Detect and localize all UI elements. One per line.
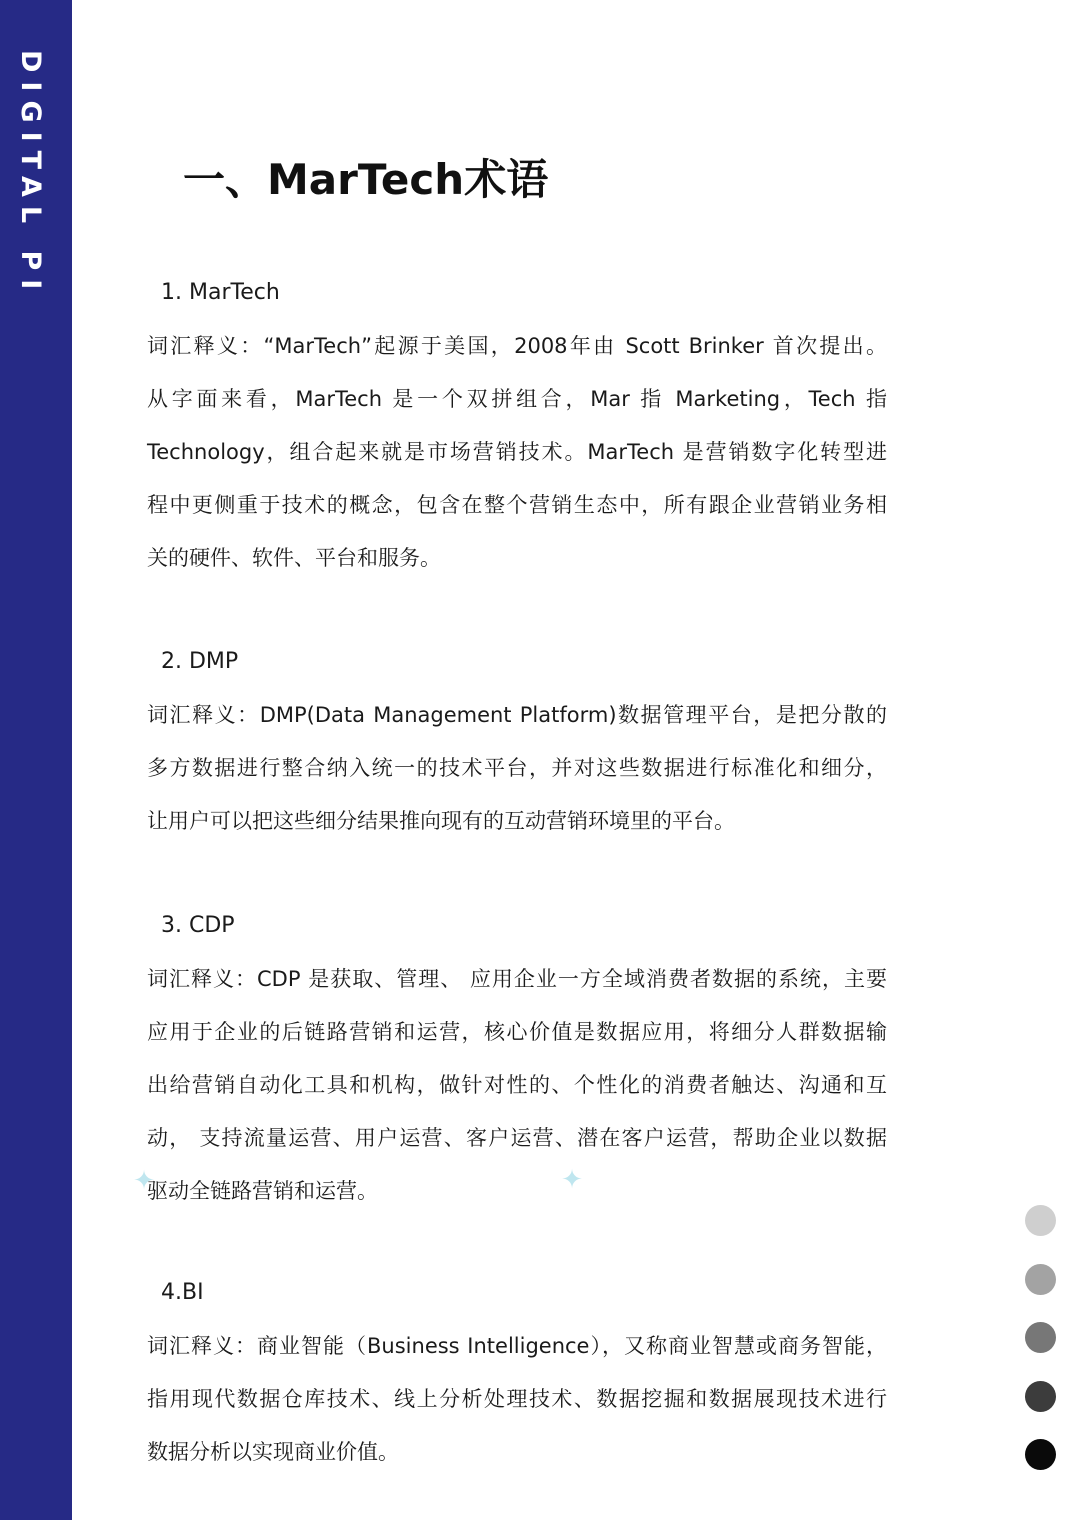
sparkle-icon: ✦: [561, 1165, 583, 1195]
side-bar: [0, 0, 72, 1520]
sparkle-icon: ✦: [133, 1166, 155, 1196]
dot: [1025, 1439, 1056, 1470]
paragraph-line: 数据分析以实现商业价值。: [147, 1440, 399, 1464]
paragraph-line: 应用于企业的后链路营销和运营，核心价值是数据应用，将细分人群数据输: [147, 1020, 887, 1044]
section-cdp: [147, 909, 887, 1208]
page-title: 一、MarTech术语: [183, 155, 549, 204]
side-bar-label: DIGITAL PI: [15, 50, 46, 299]
paragraph-line: 程中更侧重于技术的概念，包含在整个营销生态中，所有跟企业营销业务相: [147, 493, 887, 517]
paragraph-line: 关的硬件、软件、平台和服务。: [147, 546, 441, 570]
paragraph-line: Technology，组合起来就是市场营销技术。MarTech 是营销数字化转型进: [147, 440, 887, 464]
dot: [1025, 1264, 1056, 1295]
paragraph-line: 从字面来看，MarTech 是一个双拼组合，Mar 指 Marketing，Tech 指: [147, 387, 887, 411]
paragraph-line: 词汇释义：“MarTech”起源于美国，2008年由 Scott Brinker 首次提出。: [147, 334, 887, 358]
dot: [1025, 1322, 1056, 1353]
paragraph-line: 出给营销自动化工具和机构，做针对性的、个性化的消费者触达、沟通和互: [147, 1073, 887, 1097]
paragraph-line: 动， 支持流量运营、用户运营、客户运营、潜在客户运营，帮助企业以数据: [147, 1126, 887, 1150]
paragraph-line: 词汇释义：CDP 是获取、管理、 应用企业一方全域消费者数据的系统，主要: [147, 967, 887, 991]
paragraph-line: 让用户可以把这些细分结果推向现有的互动营销环境里的平台。: [147, 809, 735, 833]
paragraph-line: 词汇释义：商业智能（Business Intelligence），又称商业智慧或商务智能，: [147, 1334, 887, 1358]
section-bi: [147, 1276, 887, 1469]
paragraph-line: 多方数据进行整合纳入统一的技术平台，并对这些数据进行标准化和细分，: [147, 756, 887, 780]
section-heading: 2. DMP: [161, 649, 239, 674]
section-heading: 4.BI: [161, 1280, 204, 1305]
dot: [1025, 1381, 1056, 1412]
section-dmp: [147, 645, 887, 838]
section-martech: [147, 276, 887, 575]
paragraph-line: 词汇释义：DMP(Data Management Platform)数据管理平台，是把分散的: [147, 703, 887, 727]
decorative-dots: [1025, 1205, 1057, 1498]
paragraph-line: 指用现代数据仓库技术、线上分析处理技术、数据挖掘和数据展现技术进行: [147, 1387, 887, 1411]
paragraph-line: 驱动全链路营销和运营。: [147, 1179, 378, 1203]
section-heading: 3. CDP: [161, 913, 235, 938]
section-heading: 1. MarTech: [161, 280, 280, 305]
dot: [1025, 1205, 1056, 1236]
